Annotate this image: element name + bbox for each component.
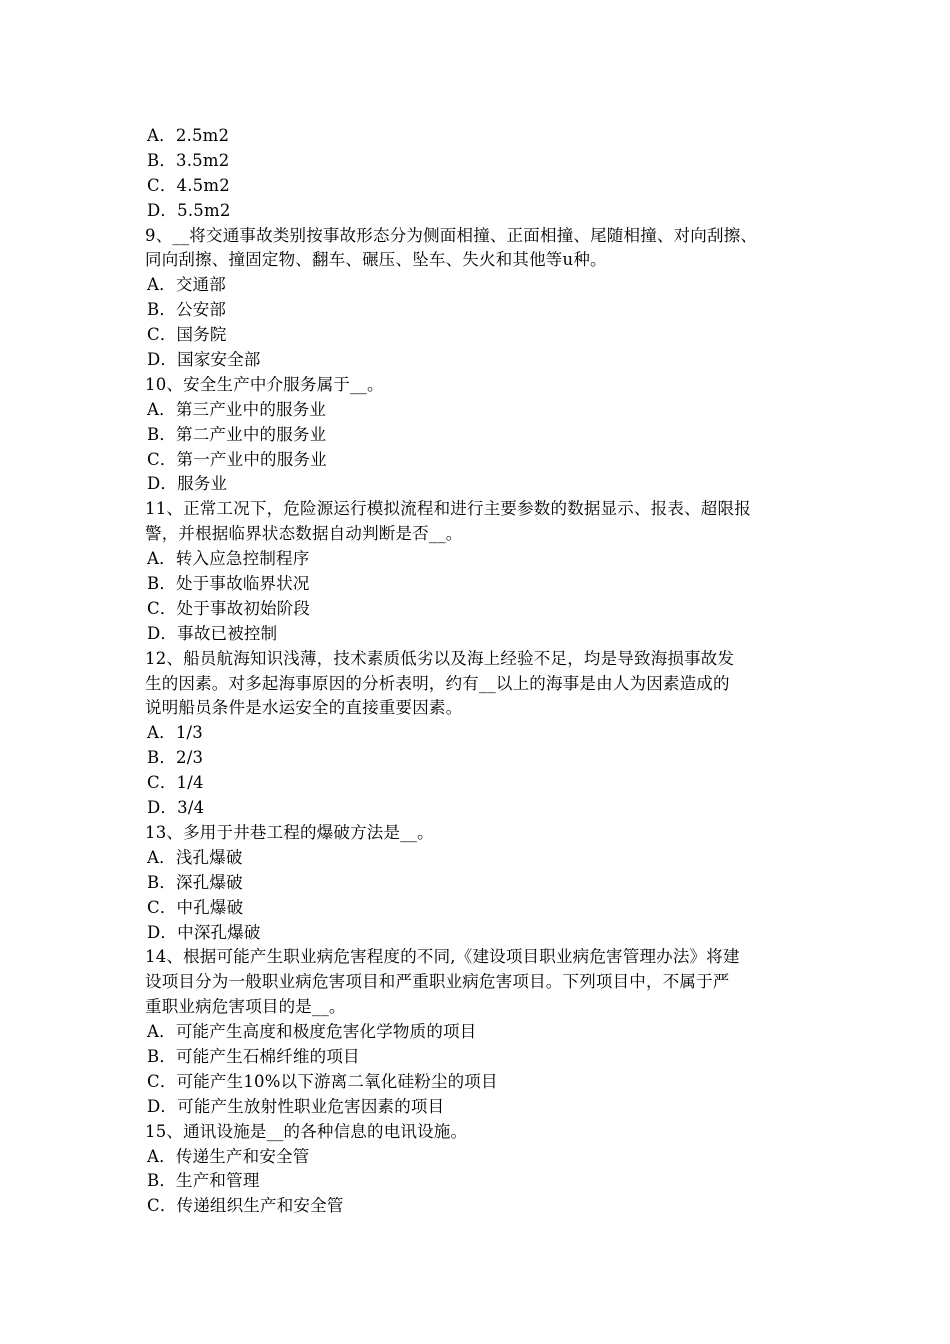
answer-option-line: D．中深孔爆破 <box>147 922 261 942</box>
answer-option-line: A．转入应急控制程序 <box>147 549 310 569</box>
answer-option-line: C．第一产业中的服务业 <box>147 449 327 469</box>
answer-option-line: B．生产和管理 <box>147 1171 260 1191</box>
answer-option-line: C．国务院 <box>147 325 227 345</box>
answer-option-line: C．中孔爆破 <box>147 897 244 917</box>
question-text-line: 设项目分为一般职业病危害项目和严重职业病危害项目。下列项目中，不属于严 <box>145 972 730 992</box>
answer-option-line: C．可能产生10%以下游离二氧化硅粉尘的项目 <box>147 1071 498 1091</box>
question-text-line: 同向刮擦、撞固定物、翻车、碾压、坠车、失火和其他等u种。 <box>145 250 607 270</box>
question-text-line: 15、通讯设施是__的各种信息的电讯设施。 <box>145 1121 468 1141</box>
answer-option-line: A．交通部 <box>147 275 226 295</box>
answer-option-line: D．服务业 <box>147 474 228 494</box>
answer-option-line: A．1/3 <box>147 723 203 743</box>
question-text-line: 重职业病危害项目的是__。 <box>145 997 346 1017</box>
question-text-line: 警，并根据临界状态数据自动判断是否__。 <box>145 524 463 544</box>
question-text-line: 13、多用于井巷工程的爆破方法是__。 <box>145 822 434 842</box>
answer-option-line: A．浅孔爆破 <box>147 847 243 867</box>
answer-option-line: B．可能产生石棉纤维的项目 <box>147 1046 360 1066</box>
answer-option-line: A．2.5m2 <box>147 126 230 145</box>
answer-option-line: B．2/3 <box>147 748 204 768</box>
answer-option-line: B．第二产业中的服务业 <box>147 424 327 444</box>
answer-option-line: C．处于事故初始阶段 <box>147 598 311 618</box>
answer-option-line: B．公安部 <box>147 300 227 320</box>
answer-option-line: C．4.5m2 <box>147 175 230 195</box>
answer-option-line: D．5.5m2 <box>147 200 231 220</box>
answer-option-line: A．第三产业中的服务业 <box>147 399 327 419</box>
answer-option-line: D．3/4 <box>147 798 205 818</box>
answer-option-line: D．可能产生放射性职业危害因素的项目 <box>147 1096 445 1116</box>
question-text-line: 10、安全生产中介服务属于__。 <box>145 374 384 394</box>
answer-option-line: D．国家安全部 <box>147 350 261 370</box>
answer-option-line: A．传递生产和安全管 <box>147 1146 310 1166</box>
question-text-line: 生的因素。对多起海事原因的分析表明，约有__以上的海事是由人为因素造成的 <box>145 673 730 693</box>
document-page <box>145 124 810 1219</box>
answer-option-line: A．可能产生高度和极度危害化学物质的项目 <box>147 1022 477 1042</box>
question-text-line: 9、__将交通事故类别按事故形态分为侧面相撞、正面相撞、尾随相撞、对向刮擦、 <box>145 225 758 245</box>
answer-option-line: C．传递组织生产和安全管 <box>147 1196 344 1216</box>
answer-option-line: B．处于事故临界状况 <box>147 574 310 594</box>
answer-option-line: C．1/4 <box>147 773 204 793</box>
question-text-line: 11、正常工况下，危险源运行模拟流程和进行主要参数的数据显示、报表、超限报 <box>145 499 751 519</box>
question-text-line: 14、根据可能产生职业病危害程度的不同,《建设项目职业病危害管理办法》将建 <box>145 947 740 967</box>
answer-option-line: B．3.5m2 <box>147 150 230 170</box>
answer-option-line: B．深孔爆破 <box>147 872 243 892</box>
question-text-line: 12、船员航海知识浅薄，技术素质低劣以及海上经验不足，均是导致海损事故发 <box>145 648 735 668</box>
answer-option-line: D．事故已被控制 <box>147 623 278 643</box>
question-text-line: 说明船员条件是水运安全的直接重要因素。 <box>145 698 463 718</box>
